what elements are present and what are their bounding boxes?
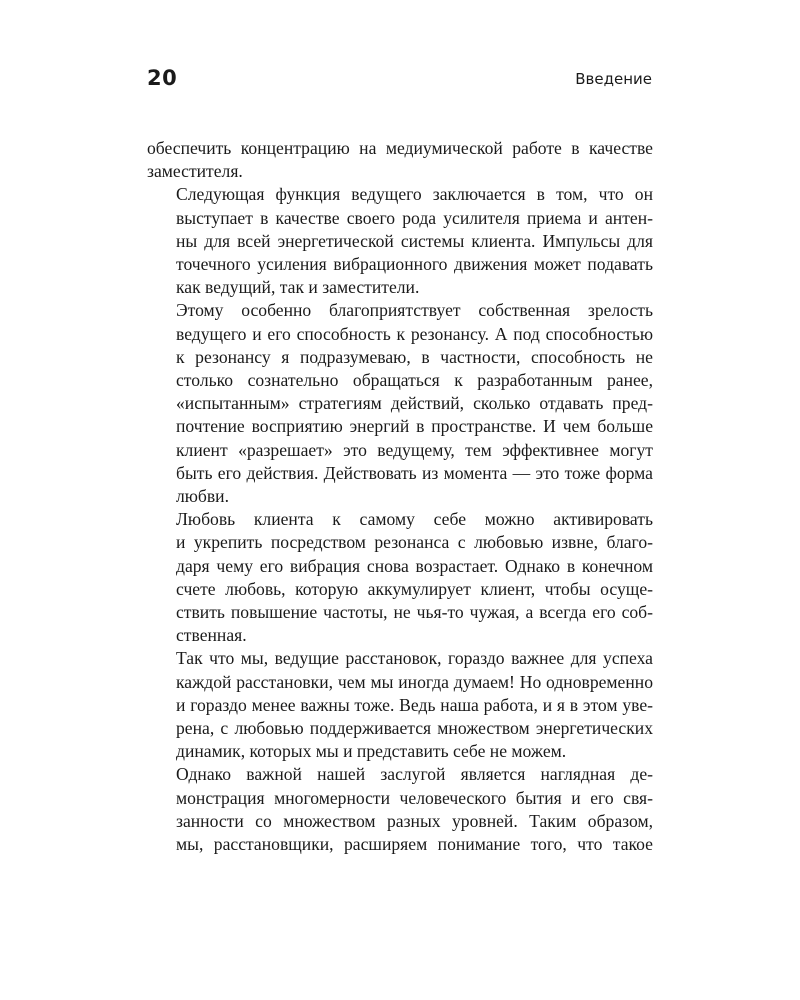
text-line: монстрация многомерности человеческого бытия и его свя-	[176, 787, 653, 808]
text-line: точечного усиления вибрационного движения может подавать	[176, 254, 653, 275]
text-line: даря чему его вибрация снова возрастает. Однако в конечном	[176, 555, 653, 576]
text-line: ственная.	[176, 625, 247, 646]
text-line: и гораздо менее важны тоже. Ведь наша работа, и я в этом уве-	[176, 694, 653, 715]
text-line: быть его действия. Действовать из момента — это тоже форма	[176, 462, 653, 483]
text-line: счете любовь, которую аккумулирует клиент, чтобы осуще-	[176, 578, 653, 599]
paragraph	[147, 647, 653, 763]
text-line: ствить повышение частоты, не чья-то чужая, а всегда его соб-	[176, 602, 653, 623]
text-line: «испытанным» стратегиям действий, сколько отдавать пред-	[176, 393, 653, 414]
text-line: мы, расстановщики, расширяем понимание того, что такое	[176, 834, 653, 855]
text-line: клиент «разрешает» это ведущему, тем эффективнее могут	[176, 439, 653, 460]
paragraph	[147, 763, 653, 856]
text-line: почтение восприятию энергий в пространстве. И чем больше	[176, 416, 653, 437]
paragraph	[147, 299, 653, 508]
text-line: и укрепить посредством резонанса с любовью извне, благо-	[176, 532, 653, 553]
text-line: рена, с любовью поддерживается множеством энергетических	[176, 718, 653, 739]
running-title: Введение	[575, 70, 652, 88]
text-line: ведущего и его способность к резонансу. А под способностью	[176, 323, 653, 344]
text-line: к резонансу я подразумеваю, в частности, способность не	[176, 346, 653, 367]
text-line: любви.	[176, 486, 229, 507]
paragraph	[147, 183, 653, 299]
text-line: Этому особенно благоприятствует собственная зрелость	[176, 300, 653, 321]
text-line: динамик, которых мы и представить себе не можем.	[176, 741, 567, 762]
page-number: 20	[147, 66, 178, 90]
text-line: заместителя.	[147, 161, 243, 182]
text-line: занности со множеством разных уровней. Таким образом,	[176, 810, 653, 831]
text-line: Любовь клиента к самому себе можно активировать	[176, 509, 653, 530]
paragraph	[147, 137, 653, 183]
text-line: обеспечить концентрацию на медиумической работе в качестве	[147, 138, 653, 158]
text-line: Следующая функция ведущего заключается в том, что он	[176, 184, 653, 205]
text-line: столько сознательно обращаться к разработанным ранее,	[176, 370, 653, 391]
text-line: Однако важной нашей заслугой является наглядная де-	[176, 764, 653, 785]
text-line: как ведущий, так и заместители.	[176, 277, 420, 298]
text-line: выступает в качестве своего рода усилителя приема и антен-	[176, 207, 653, 228]
paragraph	[147, 508, 653, 647]
text-line: Так что мы, ведущие расстановок, гораздо важнее для успеха	[176, 648, 653, 669]
text-line: ны для всей энергетической системы клиента. Импульсы для	[176, 230, 653, 251]
text-line: каждой расстановки, чем мы иногда думаем! Но одновременно	[176, 671, 653, 692]
body-text	[147, 137, 653, 856]
